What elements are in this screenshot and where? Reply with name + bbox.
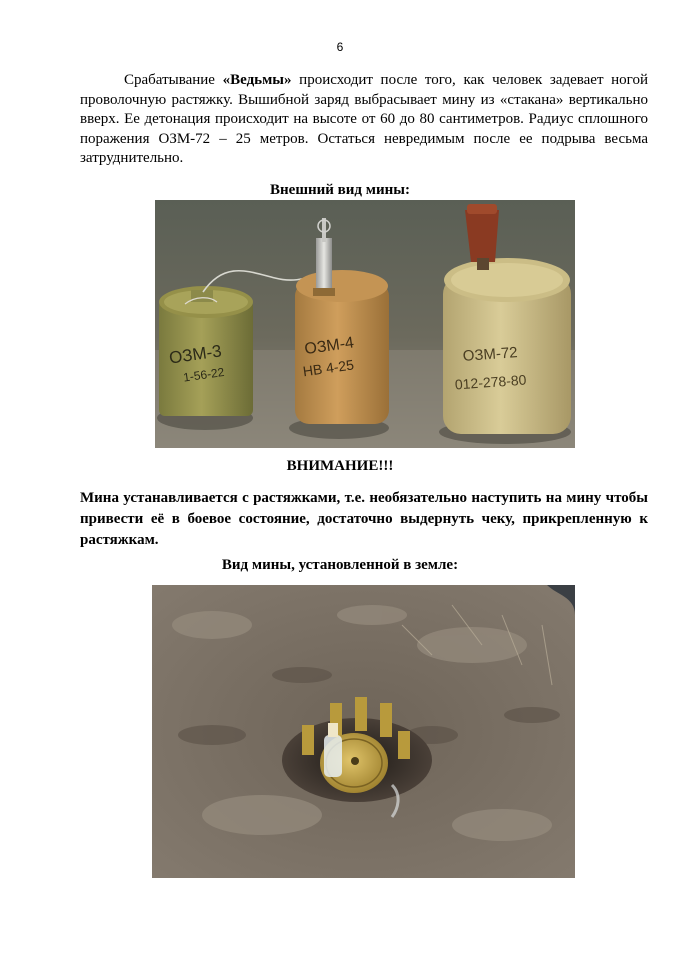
mine1-label-line2: 1-56-22 — [182, 364, 226, 385]
caption-exterior: Внешний вид мины: — [270, 182, 410, 198]
mine2-label-line2: НВ 4-25 — [301, 356, 355, 380]
intro-text-start: Срабатывание — [124, 72, 223, 88]
page-number: 6 — [336, 40, 344, 54]
mine2-label-line1: ОЗМ-4 — [303, 334, 356, 359]
mine1-label-line1: ОЗМ-3 — [167, 341, 223, 368]
caption-ground: Вид мины, установленной в земле: — [221, 557, 459, 573]
warning-title: ВНИМАНИЕ!!! — [286, 458, 394, 474]
intro-bold-term: «Ведьмы» — [222, 72, 292, 88]
mines-photo-illustration — [155, 200, 575, 448]
intro-paragraph — [80, 71, 648, 169]
warning-text: Мина устанавливается с растяжками, т.е. необязательно наступить на мину чтобы привести её в боевое состояние, достаточно выдернуть чеку, прикрепленную к растяжкам. — [80, 490, 648, 548]
ground-mine-photo-illustration — [152, 585, 575, 878]
mine3-label-line2: 012-278-80 — [454, 371, 527, 393]
mines-photo — [155, 200, 575, 448]
mine3-label-line1: ОЗМ-72 — [462, 344, 519, 365]
intro-text-rest: происходит после того, как человек задевает ногой проволочную растяжку. Вышибной заряд выбрасывает мину из «стакана» вертикально вверх. Ее детонация происходит на высоте от 60 до 80 сантиметров. Радиус сплошного поражения ОЗМ-72 – 25 метров. Остаться невредимым после ее подрыва весьма затруднительно. — [80, 72, 648, 166]
ground-mine-photo — [152, 585, 575, 878]
